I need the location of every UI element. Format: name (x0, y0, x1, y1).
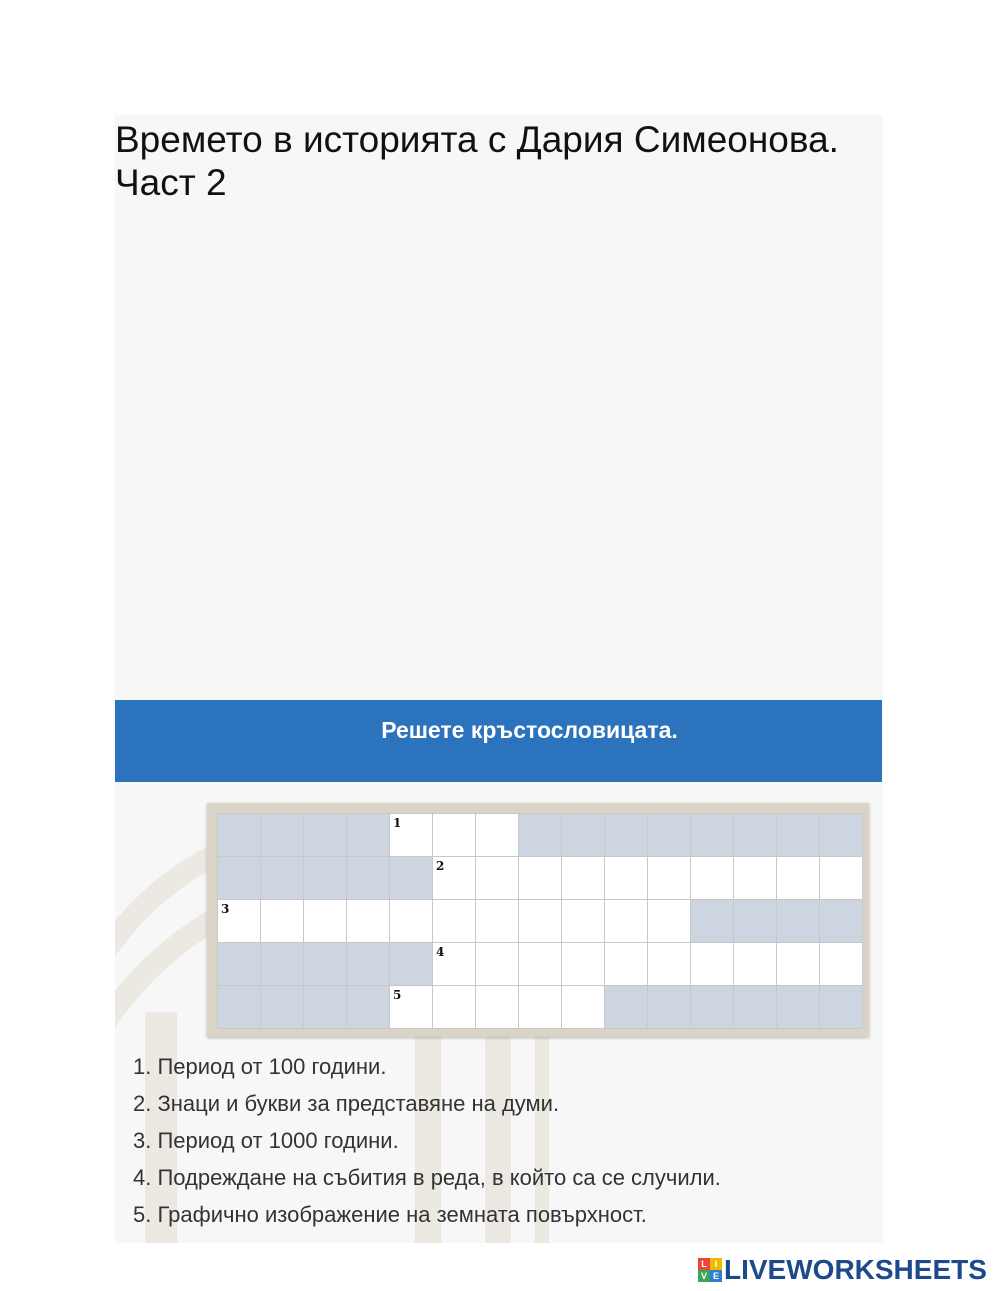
clue-number: 2 (436, 859, 445, 873)
crossword-cell[interactable] (390, 814, 432, 856)
crossword-cell[interactable] (734, 943, 776, 985)
crossword-blocked-cell (648, 986, 690, 1028)
crossword-blocked-cell (347, 814, 389, 856)
liveworksheets-logo-icon (698, 1258, 722, 1282)
crossword-cell[interactable] (476, 857, 518, 899)
title-line-1: Времето в историята с Дария Симеонова. (115, 119, 839, 160)
crossword-blocked-cell (218, 814, 260, 856)
crossword-cell[interactable] (691, 943, 733, 985)
crossword-cell[interactable] (218, 900, 260, 942)
crossword-blocked-cell (304, 814, 346, 856)
crossword-blocked-cell (218, 857, 260, 899)
crossword-blocked-cell (347, 943, 389, 985)
clue-4: 4. Подреждане на събития в реда, в който са се случили. (133, 1165, 721, 1190)
clue-number: 1 (393, 816, 402, 830)
crossword-blocked-cell (390, 857, 432, 899)
crossword-blocked-cell (347, 857, 389, 899)
logo-letter: L (698, 1258, 710, 1270)
crossword-blocked-cell (777, 900, 819, 942)
crossword-blocked-cell (734, 986, 776, 1028)
instruction-banner (115, 700, 882, 782)
crossword-cell[interactable] (476, 943, 518, 985)
crossword-cell[interactable] (648, 943, 690, 985)
logo-letter: V (698, 1270, 710, 1282)
crossword-cell[interactable] (648, 857, 690, 899)
crossword-blocked-cell (261, 814, 303, 856)
crossword-blocked-cell (734, 814, 776, 856)
worksheet-title (115, 118, 905, 204)
crossword-blocked-cell (691, 900, 733, 942)
crossword-cell[interactable] (777, 857, 819, 899)
crossword-cell[interactable] (390, 900, 432, 942)
crossword-blocked-cell (820, 986, 862, 1028)
crossword-cell[interactable] (734, 857, 776, 899)
crossword-cell[interactable] (433, 900, 475, 942)
crossword-frame (207, 803, 869, 1037)
logo-letter: I (710, 1258, 722, 1270)
crossword-blocked-cell (562, 814, 604, 856)
clue-1: 1. Период от 100 години. (133, 1054, 387, 1079)
crossword-cell[interactable] (519, 900, 561, 942)
crossword-cell[interactable] (820, 857, 862, 899)
crossword-cell[interactable] (261, 900, 303, 942)
crossword-blocked-cell (390, 943, 432, 985)
crossword-blocked-cell (777, 814, 819, 856)
clue-number: 4 (436, 945, 445, 959)
crossword-blocked-cell (304, 986, 346, 1028)
clue-number: 3 (221, 902, 230, 916)
crossword-cell[interactable] (562, 986, 604, 1028)
crossword-cell[interactable] (433, 814, 475, 856)
title-line-2: Част 2 (115, 162, 227, 203)
crossword-cell[interactable] (777, 943, 819, 985)
crossword-cell[interactable] (433, 986, 475, 1028)
crossword-cell[interactable] (562, 857, 604, 899)
crossword-cell[interactable] (433, 857, 475, 899)
crossword-blocked-cell (261, 943, 303, 985)
crossword-blocked-cell (605, 814, 647, 856)
crossword-cell[interactable] (347, 900, 389, 942)
clue-2: 2. Знаци и букви за представяне на думи. (133, 1091, 560, 1116)
liveworksheets-brand (698, 1255, 987, 1285)
crossword-cell[interactable] (562, 943, 604, 985)
crossword-cell[interactable] (304, 900, 346, 942)
crossword-blocked-cell (691, 814, 733, 856)
crossword-cell[interactable] (476, 814, 518, 856)
brand-name: LIVEWORKSHEETS (724, 1254, 987, 1285)
crossword-cell[interactable] (691, 857, 733, 899)
crossword-cell[interactable] (605, 943, 647, 985)
crossword-blocked-cell (734, 900, 776, 942)
crossword-cell[interactable] (519, 986, 561, 1028)
crossword-grid (217, 813, 863, 1029)
clue-3: 3. Период от 1000 години. (133, 1128, 399, 1153)
crossword-blocked-cell (261, 857, 303, 899)
crossword-cell[interactable] (605, 857, 647, 899)
crossword-cell[interactable] (605, 900, 647, 942)
crossword-cell[interactable] (648, 900, 690, 942)
crossword-blocked-cell (648, 814, 690, 856)
crossword-blocked-cell (304, 857, 346, 899)
crossword-blocked-cell (777, 986, 819, 1028)
crossword-cell[interactable] (476, 900, 518, 942)
crossword-blocked-cell (261, 986, 303, 1028)
crossword-blocked-cell (347, 986, 389, 1028)
clue-number: 5 (393, 988, 402, 1002)
crossword-cell[interactable] (820, 943, 862, 985)
crossword-blocked-cell (519, 814, 561, 856)
crossword-cell[interactable] (519, 857, 561, 899)
crossword-blocked-cell (218, 986, 260, 1028)
crossword-cell[interactable] (562, 900, 604, 942)
crossword-blocked-cell (691, 986, 733, 1028)
logo-letter: E (710, 1270, 722, 1282)
crossword-cell[interactable] (433, 943, 475, 985)
crossword-blocked-cell (820, 814, 862, 856)
crossword-blocked-cell (820, 900, 862, 942)
crossword-cell[interactable] (476, 986, 518, 1028)
clue-list (133, 1051, 721, 1236)
instruction-text: Решете кръстословицата. (381, 717, 678, 743)
crossword-cell[interactable] (390, 986, 432, 1028)
crossword-blocked-cell (304, 943, 346, 985)
crossword-blocked-cell (218, 943, 260, 985)
crossword-blocked-cell (605, 986, 647, 1028)
crossword-cell[interactable] (519, 943, 561, 985)
clue-5: 5. Графично изображение на земната повърхност. (133, 1202, 647, 1227)
